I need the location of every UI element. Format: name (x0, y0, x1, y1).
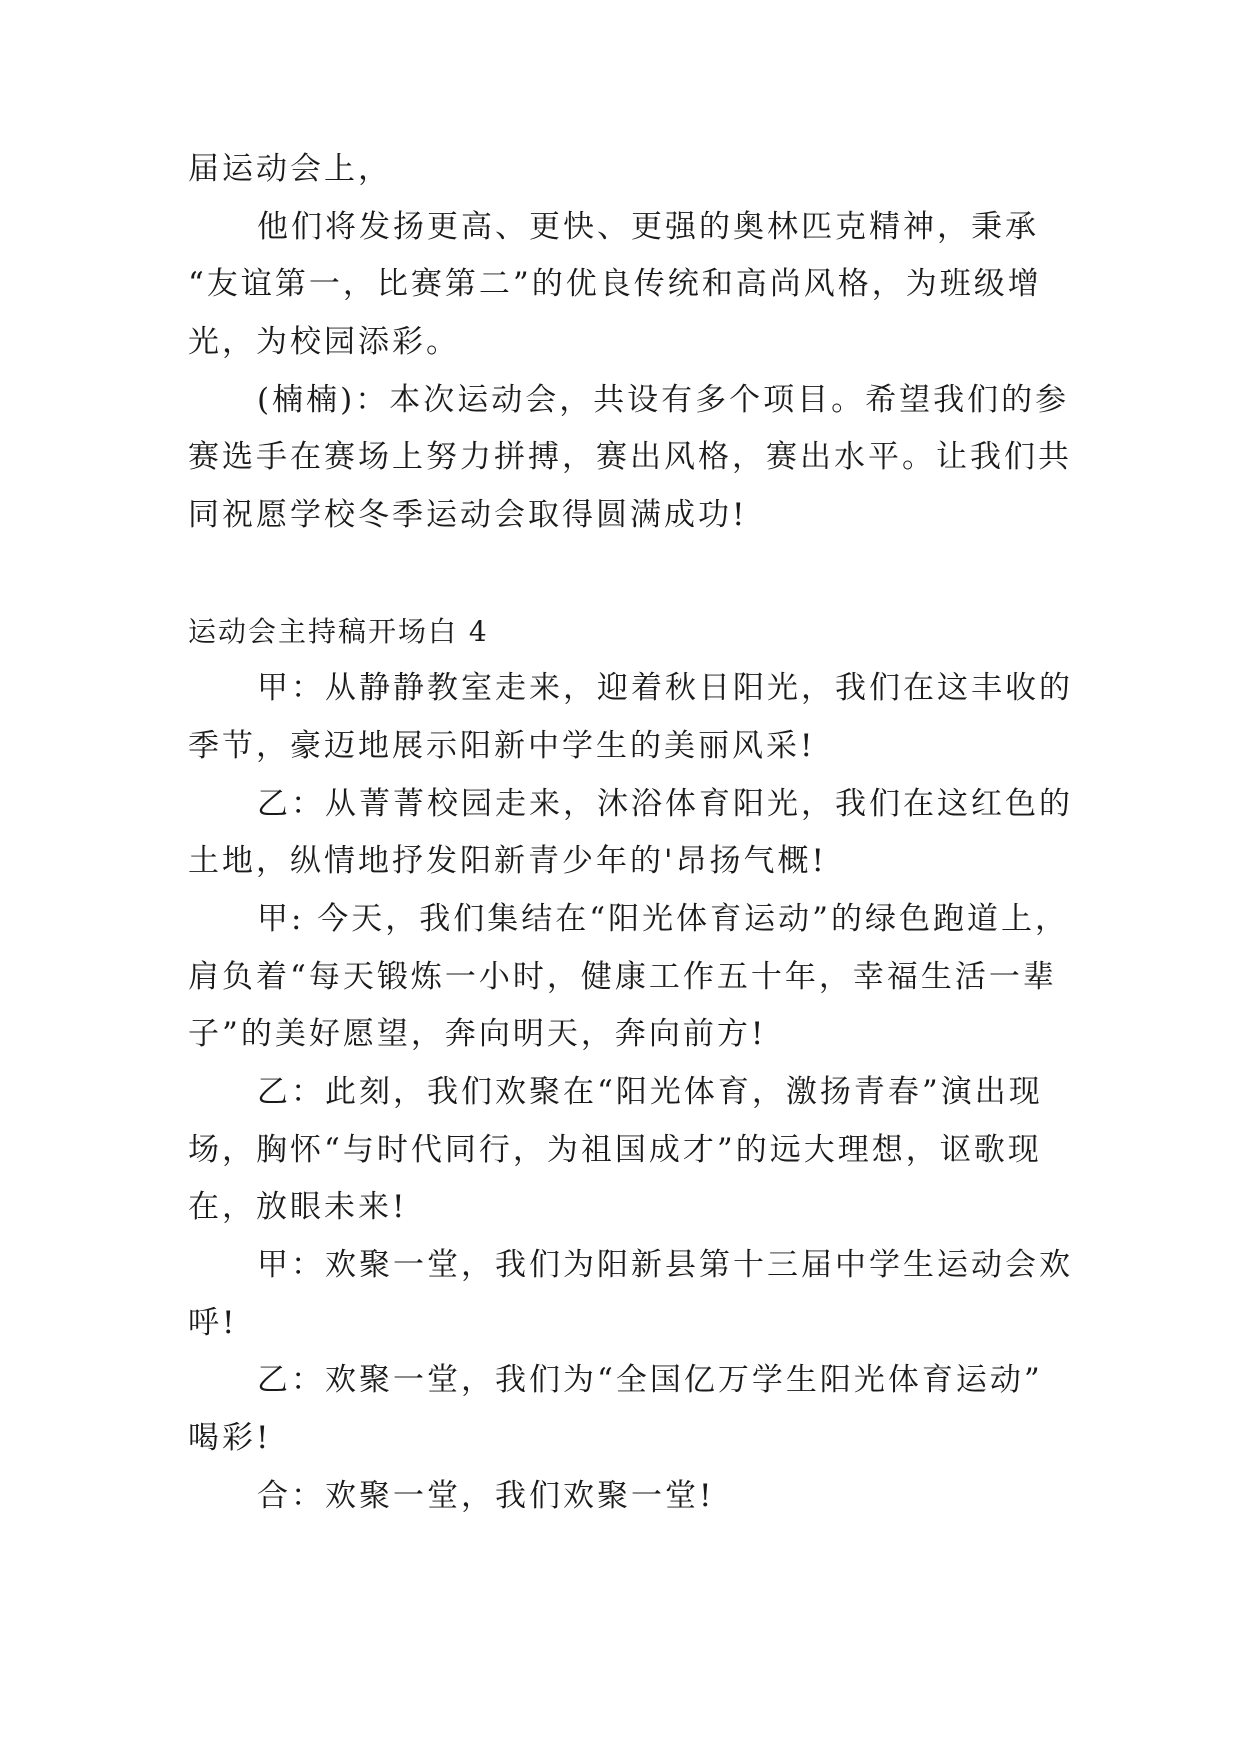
text-line: 子”的美好愿望，奔向明天，奔向前方! (188, 1016, 767, 1052)
text-line: 同祝愿学校冬季运动会取得圆满成功! (188, 497, 748, 533)
paragraph-first-line: 合：欢聚一堂，我们欢聚一堂! (257, 1478, 715, 1514)
paragraph-first-line: 甲：欢聚一堂，我们为阳新县第十三届中学生运动会欢 (257, 1247, 1073, 1283)
paragraph-first-line: 乙：从菁菁校园走来，沐浴体育阳光，我们在这红色的 (257, 786, 1073, 822)
text-line: 届运动会上， (188, 151, 392, 187)
paragraph-first-line: 甲：从静静教室走来，迎着秋日阳光，我们在这丰收的 (257, 670, 1073, 706)
paragraph-first-line: 乙：此刻，我们欢聚在“阳光体育，激扬青春”演出现 (257, 1074, 1043, 1110)
text-line: “友谊第一，比赛第二”的优良传统和高尚风格，为班级增 (188, 266, 1042, 302)
text-line: 土地，纵情地抒发阳新青少年的'昂扬气概! (188, 843, 827, 879)
text-line: 呼! (188, 1305, 238, 1341)
paragraph-first-line: 乙：欢聚一堂，我们为“全国亿万学生阳光体育运动” (257, 1362, 1043, 1398)
text-line: 光，为校园添彩。 (188, 324, 460, 360)
text-line: 场，胸怀“与时代同行，为祖国成才”的远大理想，讴歌现 (188, 1132, 1042, 1168)
text-line: 赛选手在赛场上努力拼搏，赛出风格，赛出水平。让我们共 (188, 439, 1072, 475)
paragraph-first-line: 他们将发扬更高、更快、更强的奥林匹克精神，秉承 (257, 209, 1039, 245)
paragraph-first-line: 甲: 今天，我们集结在“阳光体育运动”的绿色跑道上， (257, 901, 1069, 937)
text-line: 喝彩! (188, 1420, 272, 1456)
section-heading: 运动会主持稿开场白 4 (188, 615, 489, 648)
text-line: 肩负着“每天锻炼一小时，健康工作五十年，幸福生活一辈 (188, 959, 1057, 995)
paragraph-first-line: (楠楠)：本次运动会，共设有多个项目。希望我们的参 (257, 382, 1070, 418)
text-line: 在，放眼未来! (188, 1189, 408, 1225)
text-line: 季节，豪迈地展示阳新中学生的美丽风采! (188, 728, 816, 764)
